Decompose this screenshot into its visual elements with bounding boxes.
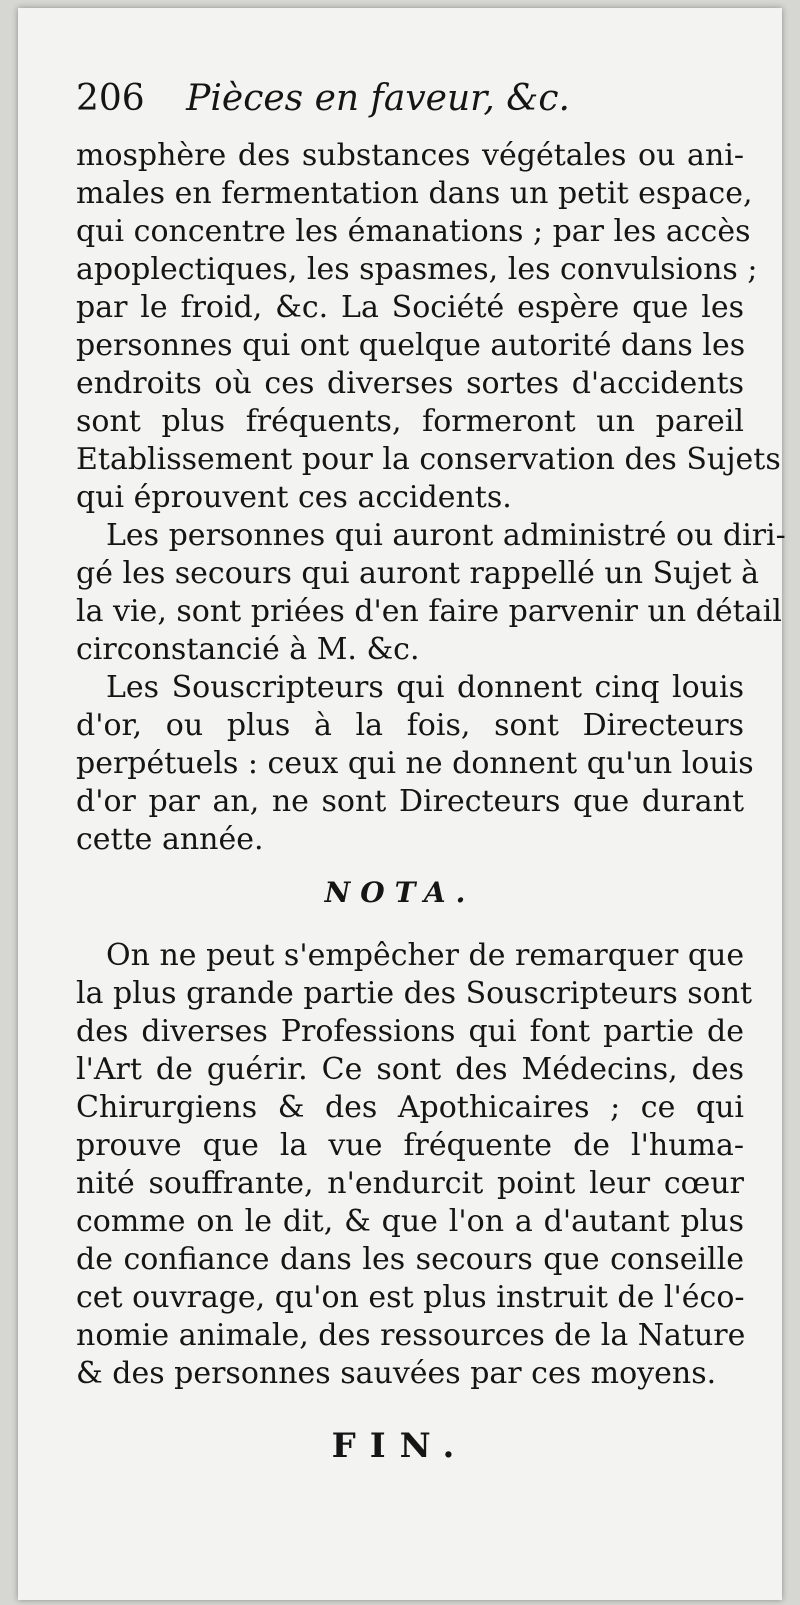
text-line: prouve que la vue fréquente de l'huma- — [76, 1128, 744, 1163]
nota-heading: NOTA. — [324, 876, 476, 909]
text-line: comme on le dit, & que l'on a d'autant plus — [76, 1204, 744, 1239]
text-line: mosphère des substances végétales ou ani- — [76, 138, 744, 173]
text-line: On ne peut s'empêcher de remarquer que — [106, 938, 745, 973]
text-line: & des personnes sauvées par ces moyens. — [76, 1356, 717, 1391]
text-line: qui concentre les émanations ; par les accès — [76, 214, 751, 249]
text-line: la plus grande partie des Souscripteurs sont — [76, 976, 753, 1011]
text-line: cet ouvrage, qu'on est plus instruit de l'éco- — [76, 1280, 745, 1315]
text-line: circonstancié à M. &c. — [76, 632, 420, 667]
text-line: cette année. — [76, 822, 264, 857]
text-line: sont plus fréquents, formeront un pareil — [76, 404, 744, 439]
text-line: d'or par an, ne sont Directeurs que durant — [76, 784, 744, 819]
page-number: 206 — [76, 78, 145, 119]
text-line: males en fermentation dans un petit espace, — [76, 176, 753, 211]
text-line: Les Souscripteurs qui donnent cinq louis — [106, 670, 744, 705]
text-line: qui éprouvent ces accidents. — [76, 480, 512, 515]
text-line: Les personnes qui auront administré ou diri- — [106, 518, 786, 553]
end-mark: FIN. — [331, 1426, 469, 1466]
text-line: apoplectiques, les spasmes, les convulsions ; — [76, 252, 758, 287]
text-line: personnes qui ont quelque autorité dans les — [76, 328, 746, 363]
book-page — [18, 8, 786, 1600]
text-line: la vie, sont priées d'en faire parvenir un détail — [76, 594, 782, 629]
text-line: Chirurgiens & des Apothicaires ; ce qui — [76, 1090, 744, 1125]
text-line: endroits où ces diverses sortes d'accidents — [76, 366, 744, 401]
text-line: d'or, ou plus à la fois, sont Directeurs — [76, 708, 744, 743]
text-line: l'Art de guérir. Ce sont des Médecins, des — [76, 1052, 744, 1087]
running-title: Pièces en faveur, &c. — [186, 78, 570, 119]
text-line: perpétuels : ceux qui ne donnent qu'un louis — [76, 746, 754, 781]
text-line: par le froid, &c. La Société espère que les — [76, 290, 744, 325]
text-line: gé les secours qui auront rappellé un Sujet à — [76, 556, 760, 591]
text-line: de confiance dans les secours que conseille — [76, 1242, 744, 1277]
text-line: nité souffrante, n'endurcit point leur cœur — [76, 1166, 744, 1201]
text-line: des diverses Professions qui font partie de — [76, 1014, 744, 1049]
page-header — [76, 76, 752, 122]
text-line: Etablissement pour la conservation des Sujets — [76, 442, 781, 477]
text-line: nomie animale, des ressources de la Nature — [76, 1318, 746, 1353]
